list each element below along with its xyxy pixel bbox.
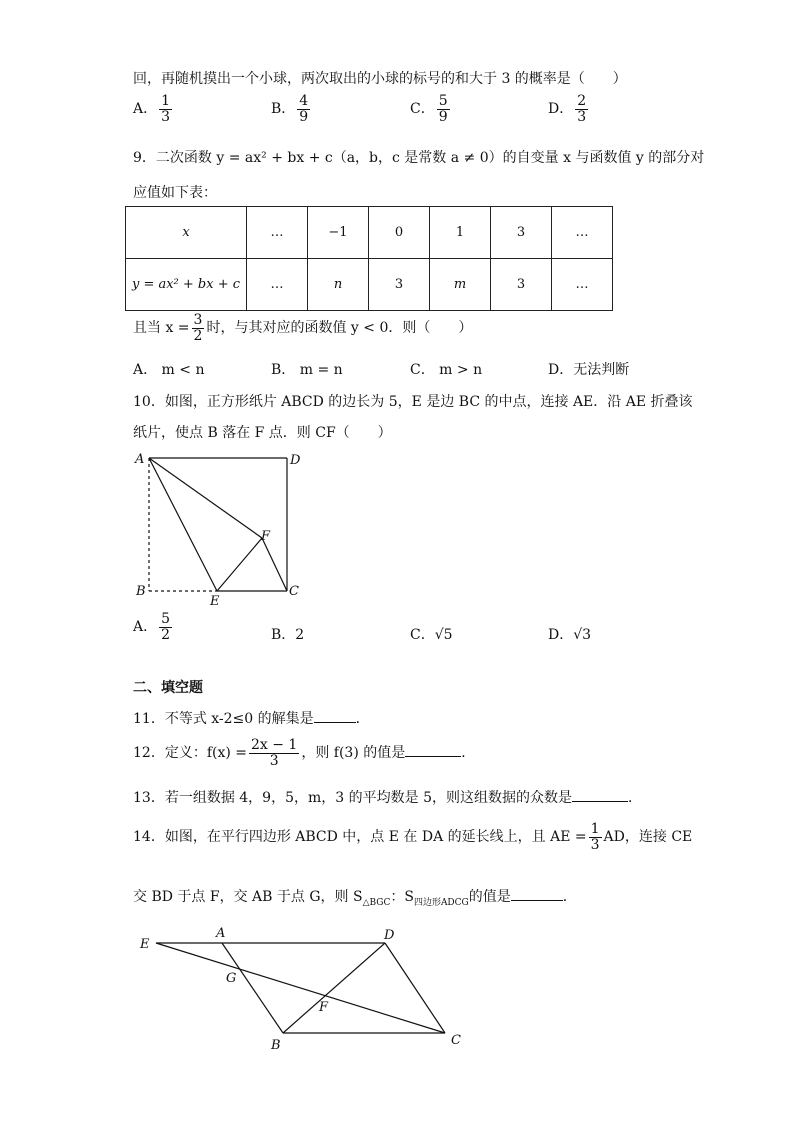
q11: 11．不等式 x-2≤0 的解集是 ． — [133, 708, 370, 728]
table-cell: 0 — [369, 207, 430, 259]
table-cell: x — [126, 207, 247, 259]
table-cell: … — [247, 259, 308, 311]
label-g: G — [226, 971, 237, 986]
label-a: A — [216, 926, 226, 941]
q8-stem: 回，再随机摸出一个小球，两次取出的小球的标号的和大于 3 的概率是（ ） — [133, 71, 627, 87]
table-cell: 3 — [369, 259, 430, 311]
q10-line2: 纸片，使点 B 落在 F 点．则 CF（ ） — [133, 425, 392, 441]
q9-option-c[interactable]: C． m > n — [410, 362, 483, 378]
q9-line2: 应值如下表： — [133, 185, 217, 201]
q10-option-d[interactable]: D．√3 — [548, 627, 592, 643]
segment-ae — [149, 458, 217, 591]
segment-fc — [262, 538, 287, 591]
answer-blank[interactable] — [314, 708, 356, 723]
table-cell: −1 — [308, 207, 369, 259]
label-b: B — [136, 584, 146, 599]
segment-af — [149, 458, 262, 538]
q9-line1: 9．二次函数 y = ax² + bx + c（a，b，c 是常数 a ≠ 0）的自变量 x 与函数值 y 的部分对 — [133, 150, 705, 166]
label-c: C — [289, 584, 299, 599]
fraction: $\frac{5}{9}$ — [438, 93, 448, 125]
edge-dc — [385, 943, 445, 1033]
q9-condition: 且当 x = $\frac{3}{2}$ 时，与其对应的函数值 y < 0．则（ ） — [133, 312, 473, 344]
q14-line1: 14．如图，在平行四边形 ABCD 中，点 E 在 DA 的延长线上，且 AE = $\frac{1}{3}$ AD，连接 CE — [133, 821, 693, 853]
fraction: $\frac{1}{3}$ — [161, 93, 171, 125]
q9-option-b[interactable]: B． m = n — [271, 362, 343, 378]
table-cell: m — [430, 259, 491, 311]
q8-option-a[interactable]: A． $\frac{1}{3}$ — [133, 93, 171, 125]
table-cell: 3 — [491, 259, 552, 311]
table-row — [126, 259, 613, 311]
q9-option-a[interactable]: A． m < n — [133, 362, 205, 378]
table-cell: … — [552, 207, 613, 259]
q13: 13．若一组数据 4，9，5，m，3 的平均数是 5，则这组数据的众数是 ． — [133, 787, 642, 807]
label-b: B — [271, 1038, 281, 1053]
answer-blank[interactable] — [511, 886, 563, 901]
label-d: D — [384, 928, 395, 943]
answer-blank[interactable] — [572, 787, 628, 802]
section-title: 二、填空题 — [133, 680, 203, 696]
diagonal-bd — [283, 943, 385, 1033]
label-d: D — [290, 453, 301, 468]
table-cell: y = ax² + bx + c — [126, 259, 247, 311]
q10-option-c[interactable]: C．√5 — [410, 627, 453, 643]
q12: 12．定义：f(x) = $\frac{2x - 1}{3}$ ，则 f(3) 的值是 ． — [133, 737, 476, 769]
q10-option-b[interactable]: B．2 — [271, 627, 305, 643]
parallelogram-figure — [130, 920, 480, 1060]
fraction: $\frac{2}{3}$ — [577, 93, 587, 125]
label-f: F — [319, 1000, 329, 1015]
label-c: C — [451, 1033, 461, 1048]
table-cell: 3 — [491, 207, 552, 259]
q8-option-d[interactable]: D． $\frac{2}{3}$ — [548, 93, 587, 125]
table-cell: … — [552, 259, 613, 311]
q9-option-d[interactable]: D．无法判断 — [548, 362, 630, 378]
q14-line2: 交 BD 于点 F，交 AB 于点 G，则 $S_{\triangle BGC}$：$S_{四边形ADCG}$的值是 ． — [133, 886, 577, 908]
q10-line1: 10．如图，正方形纸片 ABCD 的边长为 5，E 是边 BC 的中点，连接 AE．沿 AE 折叠该 — [133, 394, 693, 410]
q10-option-a[interactable]: A． $\frac{5}{2}$ — [133, 611, 171, 643]
edge-ba — [222, 943, 283, 1033]
table-cell: … — [247, 207, 308, 259]
q8-option-b[interactable]: B． $\frac{4}{9}$ — [271, 93, 309, 125]
label-a: A — [135, 452, 145, 467]
line-ec — [156, 943, 445, 1033]
table-row — [126, 207, 613, 259]
table-cell: 1 — [430, 207, 491, 259]
segment-ef — [217, 538, 262, 591]
q8-option-c[interactable]: C． $\frac{5}{9}$ — [410, 93, 448, 125]
label-e: E — [140, 937, 150, 952]
value-table — [125, 206, 613, 311]
fraction: $\frac{4}{9}$ — [299, 93, 309, 125]
answer-blank[interactable] — [405, 742, 461, 757]
square-fold-figure — [130, 448, 310, 610]
label-f: F — [261, 529, 271, 544]
label-e: E — [210, 594, 220, 609]
table-cell: n — [308, 259, 369, 311]
